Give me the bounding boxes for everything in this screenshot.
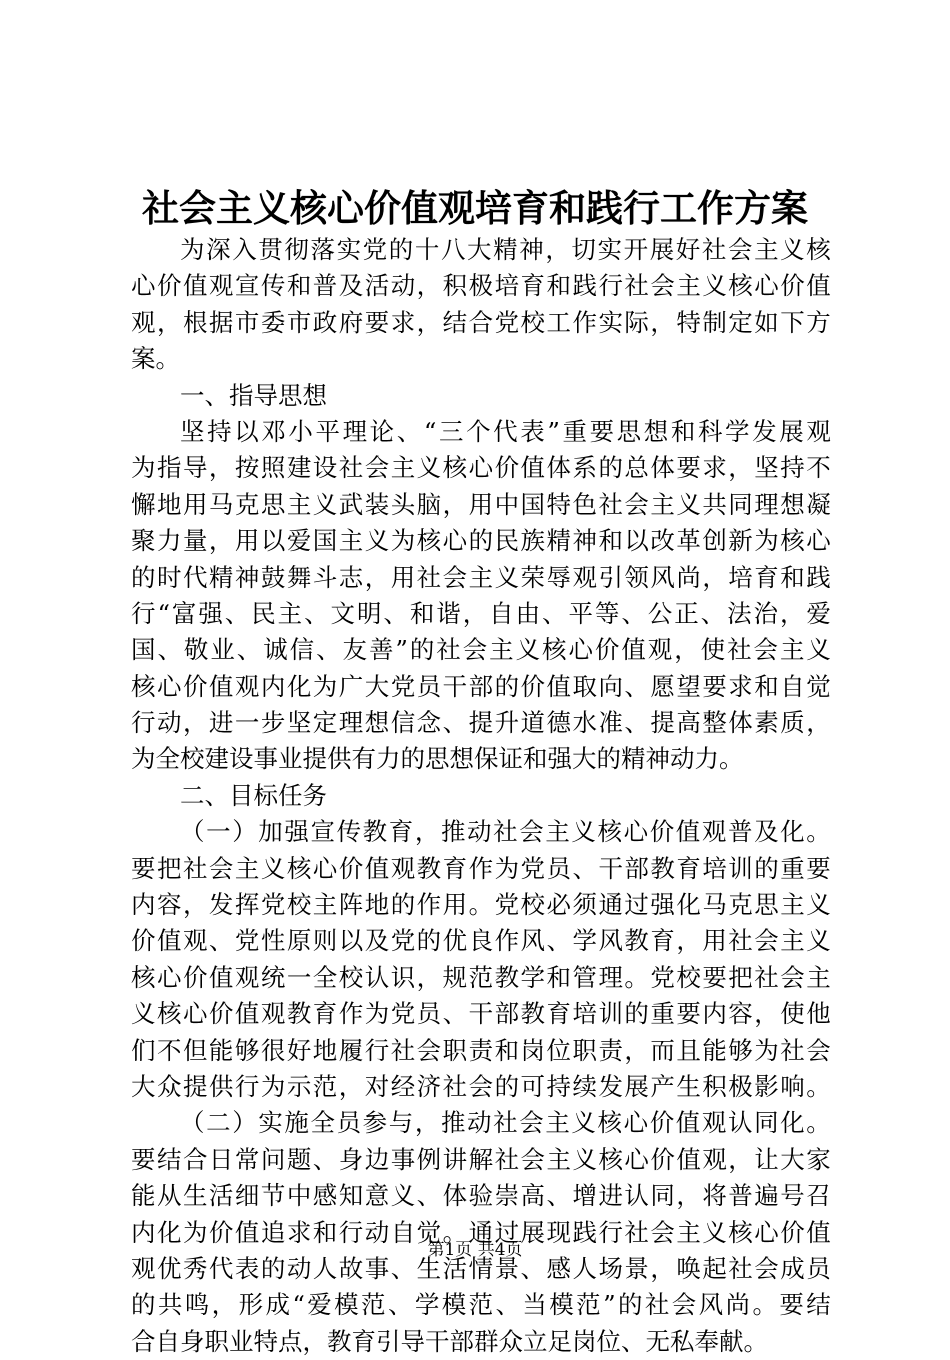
text-line: 国 、 敬 业 、 诚 信 、 友 善 ” 的 社 会 主 义 核 心 价 值 观 ， 使 社 会 主 义 xyxy=(131,635,831,665)
text-line: 内 化 为 价 值 追 求 和 行 动 自 觉 。 通 过 展 现 践 行 社 会 主 义 核 心 价 值 xyxy=(131,1217,831,1247)
text-line: 核 心 价 值 观 内 化 为 广 大 党 员 干 部 的 价 值 取 向 、 愿 望 要 求 和 自 觉 xyxy=(131,671,831,701)
text-line: 的 共 鸣 ， 形 成 “ 爱 模 范 、 学 模 范 、 当 模 范 ” 的 社 会 风 尚 。 要 结 xyxy=(131,1290,831,1320)
text-line: 义 核 心 价 值 观 教 育 作 为 党 员 、 干 部 教 育 培 训 的 重 要 内 容 ， 使 他 xyxy=(131,999,831,1029)
text-line: 行 动 ， 进 一 步 坚 定 理 想 信 念 、 提 升 道 德 水 准 、 提 高 整 体 素 质 ， xyxy=(131,708,831,738)
text-line: 内 容 ， 发 挥 党 校 主 阵 地 的 作 用 。 党 校 必 须 通 过 强 化 马 克 思 主 义 xyxy=(131,890,831,920)
text-line: 行 “ 富 强 、 民 主 、 文 明 、 和 谐 ， 自 由 、 平 等 、 公 正 、 法 治 ， 爱 xyxy=(131,598,831,628)
text-line: 能 从 生 活 细 节 中 感 知 意 义 、 体 验 崇 高 、 增 进 认 同 ， 将 普 遍 号 召 xyxy=(131,1181,831,1211)
document-title: 社会主义核心价值观培育和践行工作方案 xyxy=(142,186,808,230)
text-line: （ 二 ） 实 施 全 员 参 与 ， 推 动 社 会 主 义 核 心 价 值 观 认 同 化 。 xyxy=(180,1108,831,1138)
text-line: 懈 地 用 马 克 思 主 义 武 装 头 脑 ， 用 中 国 特 色 社 会 主 义 共 同 理 想 凝 xyxy=(131,489,831,519)
text-line: 为全校建设事业提供有力的思想保证和强大的精神动力。 xyxy=(131,744,744,774)
text-line: 为 指 导 ， 按 照 建 设 社 会 主 义 核 心 价 值 体 系 的 总 体 要 求 ， 坚 持 不 xyxy=(131,453,831,483)
text-line: 为 深 入 贯 彻 落 实 党 的 十 八 大 精 神 ， 切 实 开 展 好 社 会 主 义 核 xyxy=(180,235,831,264)
text-line: 观 ， 根 据 市 委 市 政 府 要 求 ， 结 合 党 校 工 作 实 际 ， 特 制 定 如 下 方 xyxy=(131,307,831,337)
text-line: 价 值 观 、 党 性 原 则 以 及 党 的 优 良 作 风 、 学 风 教 育 ， 用 社 会 主 义 xyxy=(131,926,831,956)
text-line: 大 众 提 供 行 为 示 范 ， 对 经 济 社 会 的 可 持 续 发 展 产 生 积 极 影 响 。 xyxy=(131,1071,831,1101)
text-line: 合自身职业特点，教育引导干部群众立足岗位、无私奉献。 xyxy=(131,1326,768,1356)
text-line: 核 心 价 值 观 统 一 全 校 认 识 ， 规 范 教 学 和 管 理 。 党 校 要 把 社 会 主 xyxy=(131,962,831,992)
text-line: 二、目标任务 xyxy=(180,780,327,810)
page-footer: 第1页 共4页 xyxy=(427,1240,523,1260)
text-line: （ 一 ） 加 强 宣 传 教 育 ， 推 动 社 会 主 义 核 心 价 值 观 普 及 化 。 xyxy=(180,817,831,847)
text-line: 观 优 秀 代 表 的 动 人 故 事 、 生 活 情 景 、 感 人 场 景 ， 唤 起 社 会 成 员 xyxy=(131,1253,831,1283)
text-line: 案。 xyxy=(131,344,180,374)
document-body xyxy=(131,232,831,1360)
text-line: 聚 力 量 ， 用 以 爱 国 主 义 为 核 心 的 民 族 精 神 和 以 改 革 创 新 为 核 心 xyxy=(131,526,831,556)
text-line: 心 价 值 观 宣 传 和 普 及 活 动 ， 积 极 培 育 和 践 行 社 会 主 义 核 心 价 值 xyxy=(131,271,831,301)
text-line: 的 时 代 精 神 鼓 舞 斗 志 ， 用 社 会 主 义 荣 辱 观 引 领 风 尚 ， 培 育 和 践 xyxy=(131,562,831,592)
text-line: 坚 持 以 邓 小 平 理 论 、 “ 三 个 代 表 ” 重 要 思 想 和 科 学 发 展 观 xyxy=(180,416,831,446)
text-line: 一、指导思想 xyxy=(180,380,327,410)
text-line: 们 不 但 能 够 很 好 地 履 行 社 会 职 责 和 岗 位 职 责 ， 而 且 能 够 为 社 会 xyxy=(131,1035,831,1065)
text-line: 要 结 合 日 常 问 题 、 身 边 事 例 讲 解 社 会 主 义 核 心 价 值 观 ， 让 大 家 xyxy=(131,1144,831,1174)
text-line: 要 把 社 会 主 义 核 心 价 值 观 教 育 作 为 党 员 、 干 部 教 育 培 训 的 重 要 xyxy=(131,853,831,883)
